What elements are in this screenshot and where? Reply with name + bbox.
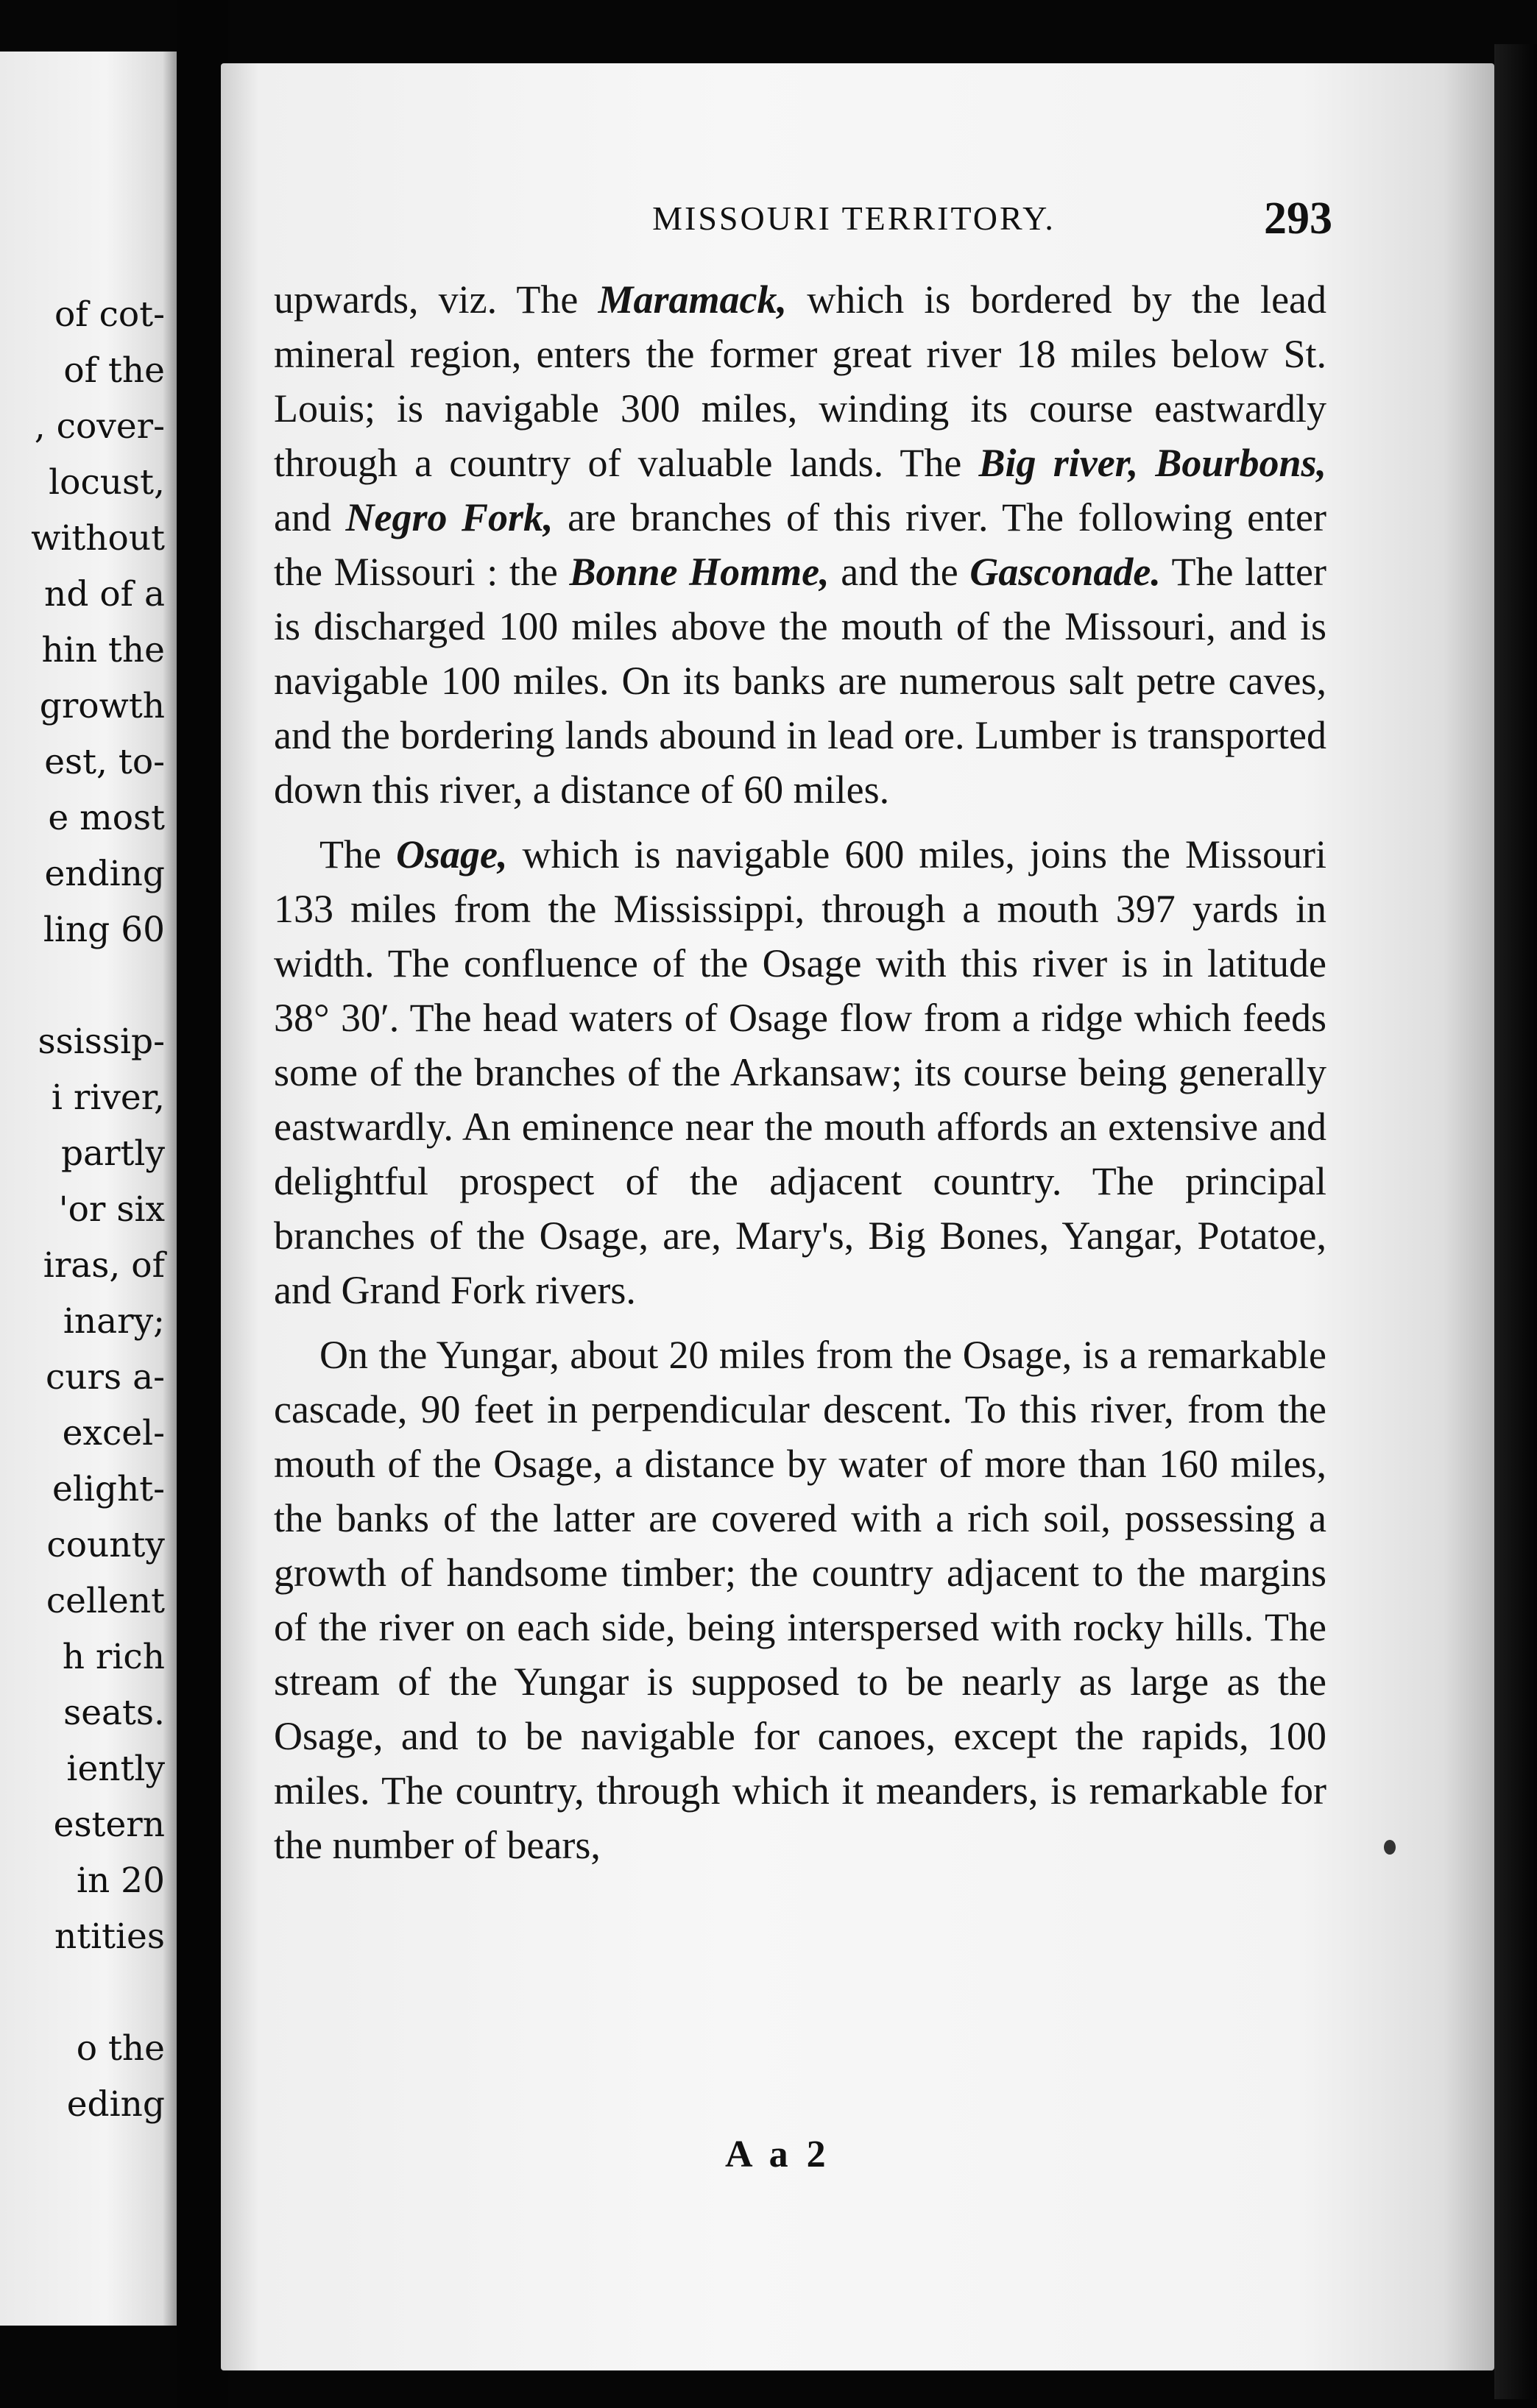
facing-page-line: [31, 1965, 165, 2021]
page-number: 293: [1264, 194, 1332, 244]
facing-page-line: seats.: [63, 1693, 165, 1733]
facing-page-line: est, to-: [44, 742, 165, 782]
facing-page-line: in 20: [76, 1860, 165, 1901]
facing-page-line: locust,: [49, 462, 165, 503]
facing-page-line: iras, of: [43, 1245, 165, 1286]
facing-page-left: [0, 52, 177, 2326]
facing-page-line: eding: [66, 2084, 165, 2125]
facing-page-line: estern: [53, 1805, 165, 1845]
ink-speck: [1384, 1840, 1396, 1855]
paragraph-1: [274, 272, 1326, 817]
paragraph-2: [274, 827, 1326, 1317]
facing-page-line: hin the: [41, 630, 165, 670]
facing-page-line: e most: [48, 798, 165, 838]
facing-page-line: ntities: [54, 1916, 165, 1957]
facing-page-line: ending: [44, 854, 165, 894]
river-name-gasconade: Gasconade.: [969, 550, 1161, 594]
text-run: which is bordered by the lead mineral region, enters the former great river 18 miles below St. Louis; is navigable 300 miles, winding its course eastwardly through a country of valuable lands. The: [274, 277, 1326, 485]
facing-page-line: partly: [60, 1133, 165, 1174]
text-run: which is navigable 600 miles, joins the Missouri 133 miles from the Mississippi, through a mouth 397 yards in width. The confluence of the Osage with this river is in latitude 38° 30′. The head waters of Osage flow from a ridge which feeds some of the branches of the Arkansaw; its course being generally eastwardly. An eminence near the mouth affords an extensive and delightful prospect of the adjacent country. The principal branches of the Osage, are, Mary's, Big Bones, Yangar, Potatoe, and Grand Fork rivers.: [274, 832, 1326, 1312]
facing-page-line: nd of a: [44, 574, 165, 615]
facing-page-line: ling 60: [43, 910, 165, 950]
facing-page-line: h rich: [62, 1637, 165, 1677]
facing-page-line: curs a-: [45, 1357, 165, 1398]
facing-page-line: county: [46, 1525, 165, 1565]
facing-page-line: without: [31, 518, 165, 559]
facing-page-line: elight-: [52, 1469, 165, 1509]
paragraph-3: On the Yungar, about 20 miles from the Osage, is a remarkable cascade, 90 feet in perpendicular descent. To this river, from the mouth of the Osage, a distance by water of more than 160 miles, the banks of the latter are covered with a rich soil, possessing a growth of handsome timber; the country adjacent to the margins of the river on each side, being interspersed with rocky hills. The stream of the Yungar is supposed to be nearly as large as the Osage, and to be navigable for canoes, except the rapids, 100 miles. The country, through which it meanders, is remarkable for the number of bears,: [274, 1333, 1326, 1867]
river-name-osage: Osage,: [395, 832, 508, 877]
river-name-maramack: Maramack,: [598, 277, 788, 322]
facing-page-line: inary;: [63, 1301, 165, 1342]
facing-page-line: iently: [66, 1749, 165, 1789]
river-name-bonne-homme: Bonne Homme,: [569, 550, 830, 594]
facing-page-line: [31, 958, 165, 1014]
facing-page-line: ssissip-: [38, 1021, 165, 1062]
text-run: are branches of this river. The following enter the Missouri : the: [274, 495, 1327, 594]
signature-mark: A a 2: [725, 2133, 830, 2175]
page-body: [274, 272, 1326, 1883]
text-run: and the: [829, 550, 970, 594]
text-run: upwards, viz. The: [274, 277, 598, 322]
facing-page-line: cellent: [46, 1581, 165, 1621]
facing-page-line: of cot-: [54, 294, 165, 335]
facing-page-line: i river,: [51, 1077, 165, 1118]
text-run: The: [319, 832, 396, 877]
facing-page-line: 'or six: [58, 1189, 165, 1230]
running-head: MISSOURI TERRITORY.: [652, 199, 1056, 237]
facing-page-line: growth: [39, 686, 165, 726]
facing-page-line: excel-: [62, 1413, 165, 1453]
facing-page-line: o the: [76, 2028, 165, 2069]
text-run: and: [274, 495, 346, 539]
facing-page-line: of the: [63, 350, 165, 391]
facing-page-text: [31, 287, 165, 2133]
facing-page-line: , cover-: [34, 406, 165, 447]
river-name-negro-fork: Negro Fork,: [345, 495, 554, 539]
river-names-big-bourbons: Big river, Bourbons,: [978, 441, 1326, 485]
text-run: The latter is discharged 100 miles above the mouth of the Missouri, and is navigable 100 miles. On its banks are numerous salt petre caves, and the bordering lands abound in lead ore. Lumber is transported down this river, a distance of 60 miles.: [274, 550, 1326, 812]
page-edge-shadow: [1494, 44, 1537, 2399]
